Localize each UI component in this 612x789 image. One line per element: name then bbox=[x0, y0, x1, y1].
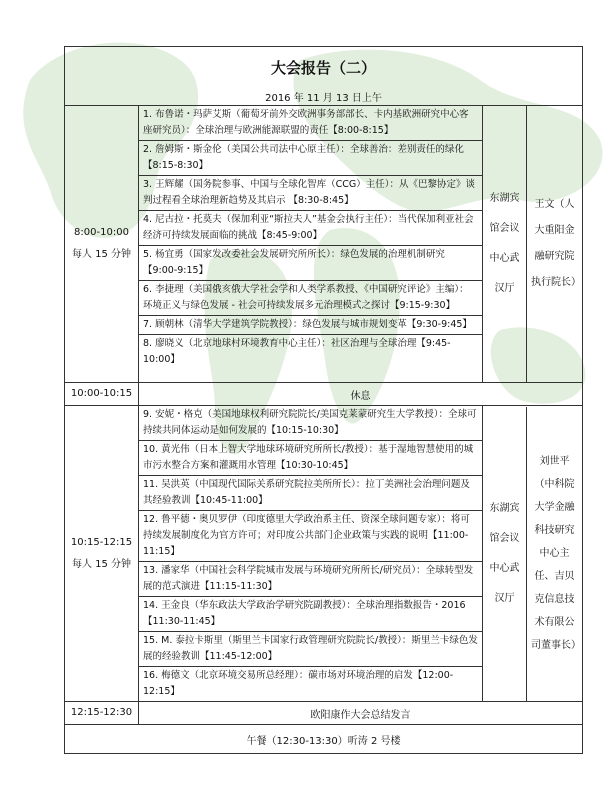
session2-time: 10:15-12:15 bbox=[70, 536, 133, 548]
talk-item: 7. 顾朝林（清华大学建筑学院教授）：绿色发展与城市规划变革【9:30-9:45】 bbox=[139, 316, 482, 335]
session2-side bbox=[483, 406, 583, 702]
talk-item: 3. 王辉耀（国务院参事、中国与全球化智库（CCG）主任）：从《巴黎协定》谈判过程看全球治理新趋势及其启示 【8:30-8:45】 bbox=[139, 176, 482, 211]
talk-item: 16. 梅德文（北京环境交易所总经理）：碳市场对环境治理的启发【12:00-12:15】 bbox=[143, 670, 454, 697]
talk-item: 9. 安妮・格克（美国地球权利研究院院长/美国克莱蒙研究生大学教授）：全球可持续共同体运动是如何发展的【10:15-10:30】 bbox=[139, 406, 482, 441]
talk-item: 14. 王金良（华东政法大学政治学研究院副教授）：全球治理指数报告・2016【11:30-11:45】 bbox=[139, 597, 482, 632]
break-label: 休息 bbox=[139, 383, 583, 406]
session1-side bbox=[483, 106, 583, 383]
session1-talks bbox=[139, 106, 483, 383]
session2-note: 每人 15 分钟 bbox=[71, 558, 132, 570]
talk-item: 8. 廖晓义（北京地球村环境教育中心主任）：社区治理与全球治理【9:45-10:00】 bbox=[143, 338, 451, 365]
session1-time-cell bbox=[65, 106, 139, 383]
talk-item: 1. 布鲁诺・玛萨艾斯（葡萄牙前外交欧洲事务部部长、卡内基欧洲研究中心客座研究员）：全球治理与欧洲能源联盟的责任【8:00-8:15】 bbox=[139, 106, 482, 141]
session1-venue: 东湖宾馆会议中心武汉厅 bbox=[483, 106, 527, 382]
talk-item: 6. 李捷理（美国俄亥俄大学社会学和人类学系教授、《中国研究评论》主编）：环境正义与绿色发展 - 社会可持续发展多元治理模式之探讨【9:15-9:30】 bbox=[139, 281, 482, 316]
session1-time: 8:00-10:00 bbox=[74, 227, 129, 238]
talk-item: 4. 尼古拉・托莫夫（保加利亚“斯拉夫人”基金会执行主任）：当代保加利亚社会经济可持续发展面临的挑战【8:45-9:00】 bbox=[139, 211, 482, 246]
session-date: 2016 年 11 月 13 日上午 bbox=[65, 87, 583, 106]
session2-host: 刘世平（中科院大学金融科技研究中心主任、吉贝克信息技术有限公司董事长） bbox=[531, 456, 581, 651]
schedule-table bbox=[64, 46, 583, 754]
talk-item: 15. M. 泰拉卡斯里（斯里兰卡国家行政管理研究院院长/教授）：斯里兰卡绿色发展的经验教训【11:45-12:00】 bbox=[139, 632, 482, 667]
closing-time: 12:15-12:30 bbox=[65, 702, 139, 725]
session2-talks bbox=[139, 406, 483, 702]
session1-note: 每人 15 分钟 bbox=[71, 249, 132, 260]
talk-item: 11. 吴洪英（中国现代国际关系研究院拉美所所长）：拉丁美洲社会治理问题及其经验教训【10:45-11:00】 bbox=[139, 476, 482, 511]
session2-time-cell bbox=[65, 406, 139, 702]
talk-item: 12. 鲁平德・奥贝罗伊（印度德里大学政治系主任、资深全球问题专家）：将可持续发展制度化为官方许可；对印度公共部门企业政策与实践的说明【11:00-11:15】 bbox=[139, 511, 482, 562]
talk-item: 13. 潘家华（中国社会科学院城市发展与环境研究所所长/研究员）：全球转型发展的范式演进【11:15-11:30】 bbox=[139, 562, 482, 597]
session2-talk-list bbox=[139, 406, 482, 701]
closing-label: 欧阳康作大会总结发言 bbox=[139, 702, 583, 725]
lunch-info: 午餐（12:30-13:30）听涛 2 号楼 bbox=[65, 725, 583, 754]
session1-host: 王文（人大重阳金融研究院执行院长） bbox=[531, 199, 581, 288]
session1-talk-list bbox=[139, 106, 482, 369]
page-title: 大会报告（二） bbox=[65, 47, 583, 88]
talk-item: 2. 詹姆斯・斯金伦（美国公共司法中心原主任）：全球善治：差别责任的绿化【8:15-8:30】 bbox=[139, 141, 482, 176]
talk-item: 5. 杨宜勇（国家发改委社会发展研究所所长）：绿色发展的治理机制研究【9:00-9:15】 bbox=[139, 246, 482, 281]
break-time: 10:00-10:15 bbox=[65, 383, 139, 406]
session2-venue: 东湖宾馆会议中心武汉厅 bbox=[483, 407, 527, 701]
talk-item: 10. 黄光伟（日本上智大学地球环境研究所所长/教授）：基于湿地智慧使用的城市污水整合方案和灌溉用水管理【10:30-10:45】 bbox=[139, 441, 482, 476]
